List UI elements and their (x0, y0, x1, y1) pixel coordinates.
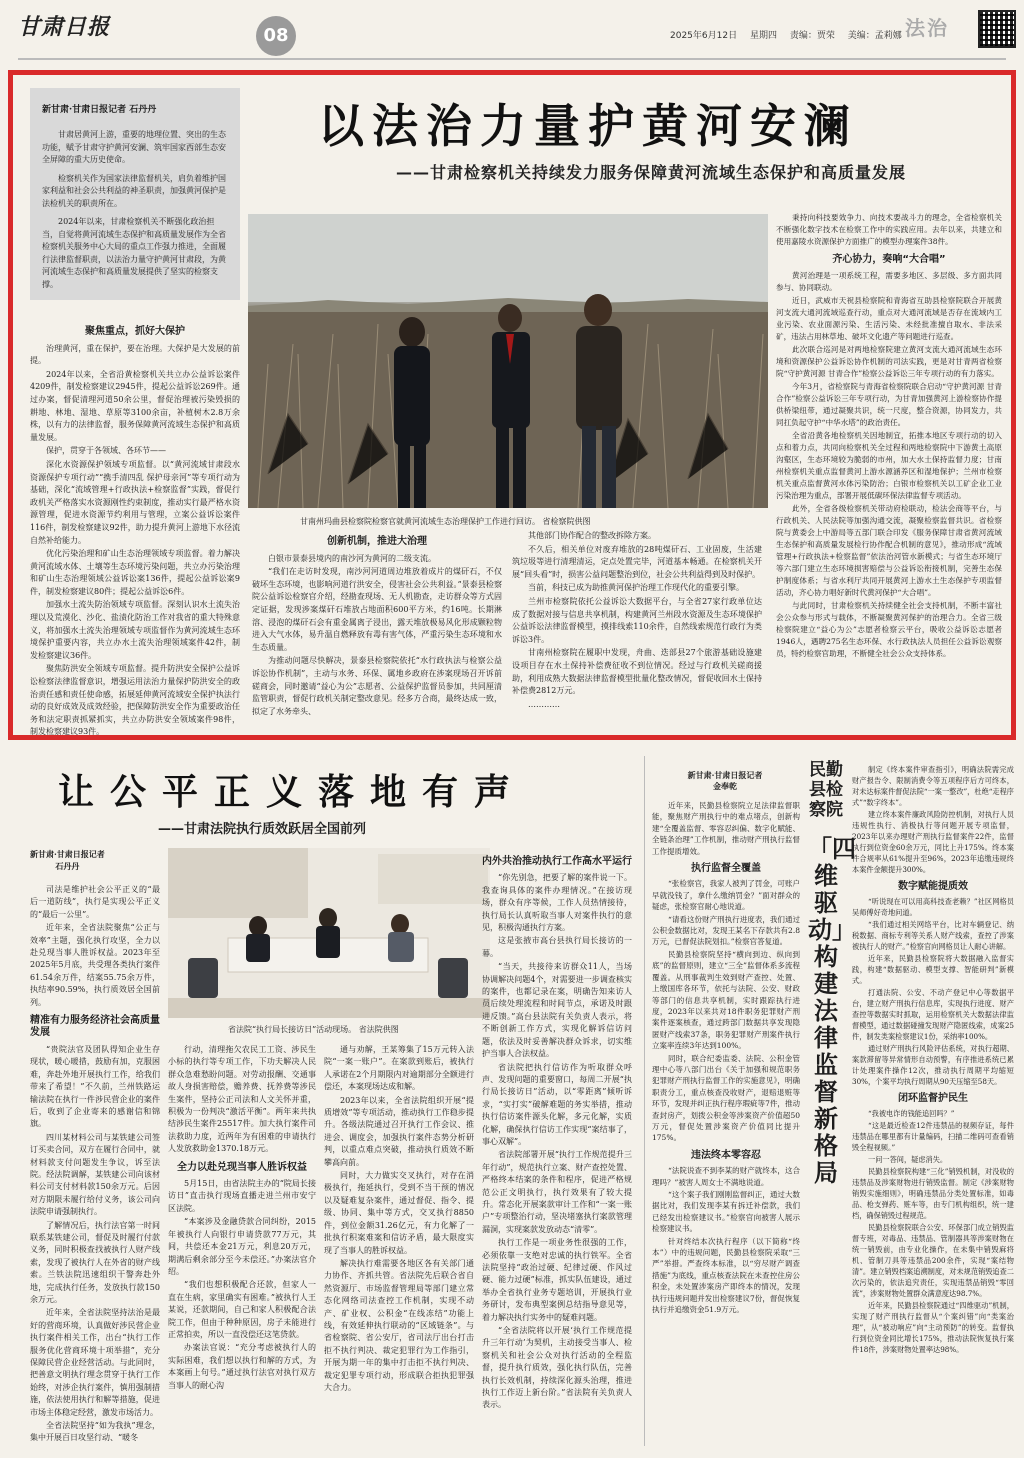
body-paragraph: 兰州市检察院依托公益诉讼大数据平台，与全省27家行政单位达成了数据对接与信息共享机制，构建黄河兰州段水资源及生态环境保护公益诉讼法律监督模型，摸排线索110余件，自然线索规范行政行为类诉讼3件。 (512, 596, 762, 644)
article1-column-1 (30, 320, 240, 740)
body-paragraph: 通与劝解，王某筹集了15万元转入法院“一案一账户”。在案款到账后，被执行人承诺在2个月期限内对逾期部分全额进行偿还，本案现场达成和解。 (324, 1045, 474, 1092)
article2-photo-caption: 省法院“执行局长接访日”活动现场。 省法院供图 (228, 1025, 399, 1034)
body-paragraph: “我们通过相关网络平台，比对车辆登记、纳税数据、商标专利等关系人财产线索，查控了涉案被执行人的财产。”检察官向网格员让人耐心讲解。 (852, 920, 1014, 951)
article2-byline-name: 石丹丹 (55, 861, 80, 871)
body-paragraph: 秉持向科技要效争力、向技术要战斗力的理念，全省检察机关不断强化数字技术在检察工作中的实践应用。去年以来，共建立和使用嘉陵水资源保护方面推广的模型办理案件38件。 (776, 213, 1002, 246)
body-paragraph: 司法是维护社会公平正义的“最后一道防线”，执行是实现公平正义的“最后一公里”。 (30, 885, 160, 919)
article2-byline-line: 新甘肃·甘肃日报记者 (30, 849, 105, 859)
article1-subtitle: ——甘肃检察机关持续发力服务保障黄河流域生态保护和高质量发展 (396, 163, 907, 182)
body-paragraph: “请看这份财产刑执行进度表，我们通过公积金数据比对，发现王某名下存款共有2.8万元，已督促法院划扣。”检察官答复道。 (652, 914, 800, 947)
body-paragraph: 当前，科技已成为助推黄河保护治理工作现代化的重要引擎。 (528, 583, 744, 593)
body-paragraph: 民勤县检察院联合公安、环保部门成立销毁监督专班，对毒品、违禁品、管制器具等涉案财物在统一销毁前，由专业化操作，在未集中销毁麻将机、管制刀具等违禁品200余件，实现“案结物清”。建立销毁档案追溯制度，对未规范销毁追查二次污染的，依法追究责任，实现违禁品销毁“零回流”，涉案财物处置群众满意度达98.7%。 (852, 1223, 1014, 1298)
body-paragraph: 省法院部署开展“执行工作规范提升三年行动”，规范执行立案、财产查控处置、严格终本结案的条件和程序，促进严格规范公正文明执行，执行效果有了较大提升。常态化开展案款审计工作和“一案一账户”专项整治行动，坚决堵塞执行案款管理漏洞，实现案款发放动态“清零”。 (482, 1150, 632, 1234)
body-paragraph: 这是张掖市高台县执行局长接访的一幕。 (482, 936, 632, 958)
article1-column-3 (512, 530, 762, 712)
article3-subhead-1: 执行监督全覆盖 (691, 863, 761, 875)
body-paragraph: 一问一答间，疑虑消失。 (868, 1155, 948, 1164)
body-paragraph: 近年来，全省法院坚持法治是最好的营商环境，认真做好涉民营企业执行案件相关工作，出台“执行工作服务优化营商环境十项举措”，充分保障民营企业经营活动。与此同时，把善意文明执行理念贯穿于执行工作始终，对涉企执行案件，慎用强制措施，依法使用执行和解等措施，促进市场主体稳定经营，激发市场活力。 (30, 1308, 160, 1417)
article1-photo[interactable] (248, 214, 768, 508)
body-paragraph: 同时，联合纪委监委、法院、公积金管理中心等八部门出台《关于加强和规范职务犯罪财产刑执行监督工作的实施意见》，明确职责分工，重点核查没收财产，退赔退赃等环节，发现并纠正执行程序瑕疵等7件，推动查封房产，划拨公积金等涉案资产价值超50万元，督促处置涉案资产价值同比提升175%。 (652, 1053, 800, 1143)
body-paragraph: 近年来，民勤县检察院立足法律监督职能，聚焦财产刑执行中的难点堵点，创新构建“全覆盖监督、零容忍纠偏、数字化赋能、全链条治理”工作机制，推动财产刑执行监督工作提质增效。 (652, 801, 800, 856)
body-paragraph: 解决执行难需要各地区各有关部门通力协作、齐抓共管。省法院先后联合省自然资源厅、市场监督管理局等部门建立常态化网络司法查控工作机制，实现不动产、矿业权、公积金“在线冻结”功能上线，有效延伸执行联动的“区域链条”。与省检察院、省公安厅，省司法厅出台打击拒不执行判决、裁定犯罪行为工作指引，开展为期一年的集中打击拒不执行判决、裁定犯罪专项行动，形成联合拒执犯罪强大合力。 (324, 1258, 474, 1392)
article1-subhead-1: 聚焦重点，抓好大保护 (85, 326, 185, 337)
body-paragraph: “贵院法官及团队得知企业生存现状，暖心暖措，鼓励有加，克服困难，奔赴外地开展执行工作，给我们带来了希望！”不久前，兰州铁路运输法院在执行一件涉民营企业的案件后，收到了企业寄来的感谢信和锦旗。 (30, 1044, 160, 1129)
article3-column-2 (852, 764, 1014, 1356)
body-paragraph: 今年3月，省检察院与青海省检察院联合启动“守护黄河源 甘青合作”检察公益诉讼三年专项行动，为甘青加强黄河上游检察协作提供桥梁纽带，通过凝聚共识，统一尺度，整合资源，协同发力，共同扛负起守护“中华水塔”的政治责任。 (776, 382, 1002, 427)
body-paragraph: “全省法院将以开展‘执行工作规范提升三年行动’为契机，主动接受当事人、检察机关和社会公众对执行活动的全程监督，提升执行质效，强化执行队伍，完善执行长效机制，持续深化源头治理，推进执行工作迈上新台阶。”省法院有关负责人表示。 (482, 1326, 632, 1410)
body-paragraph: 四川某材料公司与某铁建公司签订买卖合同，双方在履行合同中，就材料款支付问题发生争议，诉至法院。经法院调解，某铁建公司向该材料公司支付材料款150余万元。后因对方期限未履行给付义务，该公司向法院申请强制执行。 (30, 1132, 160, 1217)
page-number-badge: 08 (256, 16, 296, 56)
body-paragraph: 同时，大力做实交叉执行，对存在消极执行，拖延执行，受到不当干预的情况以及疑难复杂案件，通过督促、指令、提级、协同、集中等方式，交叉执行8850件，到位金额31.26亿元，有力化解了一批执行积案难案和信访矛盾，最大限度实现了当事人的胜诉权益。 (324, 1171, 474, 1255)
article1-intro-para: 甘肃居黄河上游，重要的地理位置、突出的生态功能，赋予甘肃守护黄河安澜、筑牢国家西部生态安全屏障的重大历史使命。 (42, 130, 226, 164)
field-photo-illustration (248, 214, 768, 508)
article1-intro-para: 2024年以来，甘肃检察机关不断强化政治担当，自觉将黄河流域生态保护和高质量发展作为全省检察机关服务中心大局的重点工作强力推进，全面履行法律监督职责，以法治力量守护黄河甘肃段，为黄河流域生态保护和高质量发展提供了坚实的检察支撑。 (42, 217, 226, 289)
issue-date: 2025年6月12日 (670, 31, 738, 41)
article1-column-2 (252, 530, 502, 719)
article2-subhead-1: 精准有力服务经济社会高质量发展 (30, 1015, 160, 1039)
column-divider (644, 756, 645, 1446)
article1-byline: 新甘肃·甘肃日报记者 石丹丹 (42, 105, 157, 115)
body-paragraph: 保护，贯穿于各领域、各环节—— (46, 446, 166, 456)
article2-title[interactable]: 让公平正义落地有声 (58, 772, 527, 813)
body-paragraph: 近年来，民勤县检察院将大数据融入监督实践，构建“数据驱动、模型支撑、智能研判”新模式。 (852, 954, 1014, 985)
body-paragraph: 执行工作是一项业务性很强的工作，必须依靠一支绝对忠诚的执行铁军。全省法院坚持“政治过硬、纪律过硬、作风过硬、能力过硬”标准，抓实队伍建设，通过举办全省执行业务专题培训，开展执行业务研讨，发布典型案例总结指导意见等，着力解决执行实务中的疑难问题。 (482, 1238, 632, 1322)
body-paragraph: 聚焦防洪安全领域专项监督。提升防洪安全保护公益诉讼检察法律监督意识，增强运用法治力量保护防洪安全的政治责任感和责任使命感，拓展延伸黄河流域安全保护执法行动的良好成效及成效经验，把保障防洪安全作为重要政治任务和法定职责抓紧抓实，共立办防洪安全领域案件98件，制发检察建议93件。 (30, 664, 240, 737)
reception-photo-illustration (168, 848, 490, 1018)
article3-byline-text: 新甘肃·甘肃日报记者 金奉乾 (687, 770, 763, 791)
body-paragraph: 制定《终本案件审查指引》，明确法院需完成财产报告令、限制消费令等五项程序后方可终本，对未达标案件督促法院“一案一整改”，杜绝“走程序式”“数字终本”。 (852, 765, 1014, 807)
article1-intro-para: 检察机关作为国家法律监督机关，肩负着维护国家利益和社会公共利益的神圣职责，加强黄河保护是法检机关的职责所在。 (42, 173, 226, 208)
body-paragraph: “当天，共接待来访群众11人，当场协调解决问题4个，对需要进一步调查核实的案件，也都记录在案，明确告知来访人员后续处理流程和时间节点，承诺及时跟进反馈。”高台县法院有关负责人表示，将不断创新工作方式，实现化解诉信访问题，依法及时妥善解决群众诉求，切实维护当事人合法权益。 (482, 962, 632, 1059)
body-paragraph: 近年来，民勤县检察院通过“四维驱动”机制，实现了财产刑执行监督从“个案纠错”向“类案治理”，从“被动响应”向“主动预防”的转变。监督执行到位资金同比增长175%，推动法院恢复执行案件18件，涉案财物处置率达98%。 (852, 1301, 1014, 1354)
body-paragraph: 其他部门协作配合的整改拆除方案。 (528, 531, 656, 540)
article1-photo-caption: 甘南州玛曲县检察院检察官就黄河流域生态治理保护工作进行回访。 省检察院供图 (300, 517, 591, 526)
body-paragraph: 甘南州检察院在履职中发现，舟曲、迭部县27个旅游基础设施建设项目存在水土保持补偿费征收不到位情况。经过与行政机关磋商援助，利用成熟大数据法律监督模型批量化整改情况，督促收回水土保持补偿费2812万元。 (512, 648, 762, 696)
issue-editor: 责编：贾荣 (789, 31, 835, 41)
body-paragraph: 全省法院坚持“如为我执”理念，集中开展百日攻坚行动、“暖冬 (30, 1421, 160, 1443)
body-paragraph: 通过财产刑执行风险评估系统，对执行超期、案款滞留等异常情形自动预警，有序推进系统已累计处理案件操作12次，推动执行周期平均缩短30%，个案平均执行周期从90天压缩至58天。 (852, 1044, 1014, 1086)
issue-weekday: 星期四 (749, 31, 777, 41)
body-paragraph: 打通法院、公安、不动产登记中心等数据平台，建立财产刑执行信息库，实现执行进度、财产查控等数据实时抓取，运用检察机关大数据法律监督模型，通过数据碰撞发现财产隐匿线索，成案25件，制发类案检察建议1份，采纳率100%。 (852, 988, 1014, 1041)
body-paragraph: 行动，清理拖欠农民工工资、涉民生小标的执行等专项工作，下功夫解决人民群众急难愁盼问题。对劳动报酬、交通事故人身损害赔偿，赡养费、抚养费等涉民生案件，坚持公正司法和人文关怀并重，积极为一份判决“激活平衡”。两年来共执结涉民生案件25517件。加大执行案件司法救助力度，近两年为有困难的申请执行人发放救助金1370.18万元。 (168, 1045, 316, 1154)
body-paragraph: “这是最近检查12件违禁品的视频存证，每件违禁品在哪里都有计量编码，扫描二维码可查看销毁全程视频。” (852, 1121, 1014, 1152)
body-paragraph: “我们在走访时发现，南沙河河道周边堆放着成片的煤矸石，不仅破坏生态环境，也影响河道行洪安全，侵害社会公共利益。”景泰县检察院公益诉讼检察官介绍，经勘查现场、无人机勘查，走访群众等方式固定证据，发现涉案煤矸石堆放占地面积600平方米，约16吨。长期淋溶、浸泡的煤矸石会有重金属离子浸出，露天堆放极易风化形成颗粒物进入大气水体，易升温自燃释放有毒有害气体，严重污染生态环境和水生态质量。 (252, 567, 502, 652)
body-paragraph: 省法院把执行信访作为听取群众呼声、发现问题的重要窗口，每周二开展“执行局长接访日”活动，以“零距离”倾听诉求，“实打实”破解难题的务实举措，推动执行信访案件源头化解，多元化解，实质化解，确保执行信访工作实现“案结事了，事心双解”。 (482, 1062, 632, 1146)
body-paragraph: 优化污染治理和矿山生态治理领域专项监督。着力解决黄河流域水体、土壤等生态环境污染问题，共立办污染治理和矿山生态治理领域公益诉讼案136件，提起公益诉讼案9件，制发检察建议80件；提起公益诉讼6件。 (30, 549, 240, 596)
qr-code-icon[interactable] (978, 10, 1016, 48)
article3-title-top: 民勤县检察院 (809, 760, 843, 820)
article2-subhead-3: 内外共治推动执行工作高水平运行 (482, 856, 632, 867)
body-paragraph: 近年来，全省法院聚焦“公正与效率”主题，强化执行攻坚，全力以赴兑现当事人胜诉权益。2023年至2025年5月底，共受理各类执行案件61.54余万件，结案55.75余万件，执结率90.59%，执行质效居全国前列。 (30, 923, 160, 1007)
article3-byline (660, 770, 790, 792)
article2-subhead-2: 全力以赴兑现当事人胜诉权益 (177, 1161, 307, 1173)
article2-column-2 (168, 1044, 316, 1393)
body-paragraph: 加强水土流失防治领域专项监督。深刻认识水土流失治理以及荒漠化、沙化、盐渍化防治工作对我省的重大特殊意义，将加强水土流失治理领域专项监督作为黄河流域生态环境保护重要内容，共立办水土流失治理领域案件42件，制发检察建议36件。 (30, 600, 240, 660)
body-paragraph: 全省沿黄各地检察机关因地制宜，拓推本地区专项行动的切入点和着力点，共同向检察机关全过程和两地检察院中下游黄土高原沟壑区，生态环境较为脆弱的市州，加大水土保持监督力度；甘南州检察机关重点监督黄河上游水源涵养区和湿地保护；兰州市检察机关重点监督黄河水体污染防治；白银市检察机关以工矿企业工业污染治理为重点，部署开展低碳环保法律监督专项活动。 (776, 431, 1002, 500)
masthead-divider (18, 58, 1006, 60)
body-paragraph: 此外，全省各级检察机关带动府检联动，检法会商等平台，与行政机关、人民法院等加强沟通交流，凝聚检察监督共识。省检察院与黄委会上中游局等五部门联合印发《服务保障甘肃省黄河流域生态保护和高质量发展检行协作配合机制的意见》，推动形成“流域管理+行政执法+检察监督”依法治河管水新模式；与省生态环境厅等六部门建立生态环境损害赔偿与公益诉讼衔接机制，完善生态保护制度体系；与省水利厅共同开展黄河上游水土生态保护专项监督活动，齐心协力唱好新时代黄河保护“大合唱”。 (776, 504, 1002, 597)
body-paragraph: “本案涉及金融贷款合同纠纷，2015年被执行人向银行申请贷款77万元，其间，共偿还本金21万元，利息20万元，期满后剩余部分至今未偿还。”办案法官介绍。 (168, 1217, 316, 1276)
article3-subhead-2: 违法终本零容忍 (691, 1149, 761, 1161)
newspaper-logo[interactable]: 甘肃日报 (18, 14, 111, 40)
body-paragraph: 民勤县检察院构建“三化”销毁机制，对没收的违禁品及涉案财物进行销毁监督。制定《涉案财物销毁实施细则》，明确违禁品分类处置标准，如毒品、枪支弹药、赃车等，由专门机构组织，统一建档，确保销毁过程规范。 (852, 1167, 1014, 1220)
article1-column-4 (776, 212, 1002, 661)
body-paragraph: 治理黄河，重在保护，要在治理。大保护是大发展的前提。 (30, 343, 240, 366)
masthead (0, 0, 1024, 60)
body-paragraph: “张检察官，我家人被判了罚金，可账户早就没钱了，拿什么缴纳罚金？”面对群众的疑虑，张检察官耐心地说道。 (652, 879, 800, 912)
body-paragraph: “我被电诈的钱能追回吗？” (868, 1109, 955, 1118)
article1-subhead-3: 齐心协力，奏响“大合唱” (832, 254, 946, 265)
body-paragraph: 2023年以来，全省法院组织开展“提质增效”等专项活动，推动执行工作稳步提升。各级法院通过召开执行工作会议、推进会、调度会，加强执行案件态势分析研判，以重点难点突破，推动执行质效不断攀高向前。 (324, 1095, 474, 1167)
body-paragraph: 白银市景泰县境内的南沙河为黄河的二级支流。 (268, 553, 436, 563)
article2-column-3 (324, 1044, 474, 1395)
article3-subhead-4: 闭环监督护民生 (898, 1093, 968, 1104)
body-paragraph: “这个案子我们刚刚监督纠正，通过大数据比对，我们发现李某有拆迁补偿款，我们已经发出检察建议书。”检察官向被害人展示检察建议书。 (652, 1190, 800, 1234)
body-paragraph: 不久后，相关单位对废弃堆放的28吨煤矸石、工业固废，生活建筑垃圾等进行清理清运，定点处置完毕，河道基本畅通。在检察机关开展“回头看”时，损害公益问题整治到位，社会公共利益得到及时保护。 (512, 544, 762, 579)
article3-subhead-3: 数字赋能提质效 (898, 881, 968, 892)
body-paragraph: 为推动问题尽快解决，景泰县检察院依托“水行政执法与检察公益诉讼协作机制”，主动与水务、环保、属地乡政府在涉案现场召开诉前磋商会，同时邀请“益心为公”志愿者、公益保护监督员参加，共同厘清监管职责，督促行政机关制定整改意见。经多方合商，最终达成一致，拟定了水务牵头、 (252, 656, 502, 716)
article2-byline (30, 848, 105, 872)
article2-subtitle: ——甘肃法院执行质效跃居全国前列 (158, 822, 367, 837)
body-paragraph: 5月15日，由省法院主办的“院局长接访日”直击执行现场直播走进兰州市安宁区法院。 (168, 1179, 316, 1213)
body-paragraph: 了解情况后，执行法官第一时间联系某铁建公司，督促及时履行付款义务，同时积极查找被执行人财产线索，发现了被执行人在外省的财产线索。兰铁法院迅速组织干警奔赴外地，完成执行任务，发放执行款150余万元。 (30, 1220, 160, 1304)
article3-column-1 (652, 800, 800, 1316)
article1-subhead-2: 创新机制，推进大治理 (327, 536, 427, 547)
body-paragraph: 民勤县检察院坚持“横向到边、纵向到底”的监督原则，建立“三全”监督体系多流程覆盖。从刑事裁判生效到财产查控、处置、上缴国库各环节，依托与法院、公安、财政等部门的信息共享机制，实时跟踪执行进度，2023年以来共对18件职务犯罪财产刑案件逐案核查，通过跨部门数据共享发现隐匿财产线索37条，职务犯罪财产刑案件执行立案率连续3年达到100%。 (652, 949, 800, 1051)
body-paragraph: “听说现在可以用高科技查老赖？”社区网格员吴师傅好奇地问道。 (852, 897, 1014, 917)
body-paragraph: 此次联合巡河是对两地检察院建立黄河支流大通河流域生态环境和资源保护公益诉讼协作机制的司法实践，更是对甘青两省检察院“守护黄河源 甘青合作”检察公益诉讼三年专项行动的有力落实。 (776, 345, 1002, 378)
body-paragraph: ………… (528, 699, 560, 709)
body-paragraph: 针对终结本次执行程序（以下简称“终本”）中的违规问题，民勤县检察院采取“三严”举措。严查终本标准，以“穷尽财产调查措施”为底线，重点核查法院在未查控住房公积金，未处置涉案房产即终本的情况，发现执行违规问题并发出检察建议7份，督促恢复执行并追缴资金51.9万元。 (652, 1236, 800, 1315)
issue-designer: 美编：孟莉娜 (847, 31, 902, 41)
body-paragraph: 建立终本案件廉政风险防控机制，对执行人员违规性执行、消极执行等问题开展专项监督，2023年以来办理财产刑执行监督案件22件，监督执行到位资金60余万元，同比上升175%。终本案件合规率从61%提升至96%，2023年追缴违规终本案件金额提升300%。 (852, 810, 1014, 874)
body-paragraph: “你先别急，把要了解的案件说一下。我查询具体的案件办理情况。”在接访现场，群众有序等候，工作人员热情接待，执行局长认真听取当事人对案件执行的意见，积极沟通执行方案。 (482, 873, 632, 933)
article1-intro-box (30, 88, 240, 300)
body-paragraph: 办案法官说：“充分考虑被执行人的实际困难，我们想以执行和解的方式，为本案画上句号。”通过执行法官对执行双方当事人的耐心沟 (168, 1343, 316, 1390)
body-paragraph: “我们也想积极配合还款，但家人一直在生病，家里确实有困难。”被执行人王某说，还款期间，自己和家人积极配合法院工作，但由于种种原因，房子未能进行正常拍卖，所以一直没偿还这笔贷款。 (168, 1280, 316, 1339)
article3-vertical-title[interactable] (808, 760, 856, 1187)
body-paragraph: 近日，武威市天祝县检察院和青海省互助县检察院联合开展黄河支流大通河流域巡查行动，重点对大通河流域是否存在流域内工业污染、农业面源污染、生活污染、未经批准擅自取水、非法采矿，违法占用林草地、破坏文化遗产等问题进行巡查。 (776, 296, 1002, 341)
article2-photo[interactable] (168, 848, 490, 1018)
article1-title[interactable]: 以法治力量护黄河安澜 (318, 99, 858, 153)
article2-column-1 (30, 884, 160, 1446)
body-paragraph: “法院说查不到李某的财产就终本，这合理吗？”被害人周女士不满地说道。 (652, 1166, 800, 1187)
body-paragraph: 黄河治理是一项系统工程，需要多地区、多层级、多方面共同参与、协同联动。 (776, 271, 1002, 292)
article3-title-main: 「四维驱动」构建法律监督新格局 (808, 835, 856, 1187)
body-paragraph: 深化水资源保护领域专项监督。以“黄河流域甘肃段水资源保护专项行动”“携手清四乱 保护母亲河”等专项行动为基础，深化“流域管理+行政执法+检察监督”实践，督促行政机关严格落实水资源刚性约束制度，推动实行最严格水资源管理，促进水资源节约利用与管理，立案公益诉讼案件116件，制发检察建议92件，助力提升黄河上游地下水径流自然补给能力。 (30, 459, 240, 545)
article2-column-4 (482, 850, 632, 1413)
body-paragraph: 2024年以来，全省沿黄检察机关共立办公益诉讼案件4209件，制发检察建议2945件，提起公益诉讼269件。通过办案，督促清理河道50余公里，督促治理被污染毁损的耕地、林地、湿地、草原等3100余亩，补植树木2.8万余株，以有力的法律监督，服务保障黄河流域生态保护和高质量发展。 (30, 369, 240, 442)
issue-info (670, 28, 912, 41)
body-paragraph: 与此同时，甘肃检察机关持续健全社会支持机制，不断丰富社会公众参与形式与载体，不断凝聚黄河保护的治理合力。全省三级检察院建立“益心为公”志愿者检察云平台，吸收公益诉讼志愿者1946人，遇聘275名生态环保、水行政执法人员担任公益诉讼观察员，特约检察官助理，不断健全社会公众支持体系。 (776, 601, 1002, 658)
section-label: 法治 (905, 16, 949, 40)
